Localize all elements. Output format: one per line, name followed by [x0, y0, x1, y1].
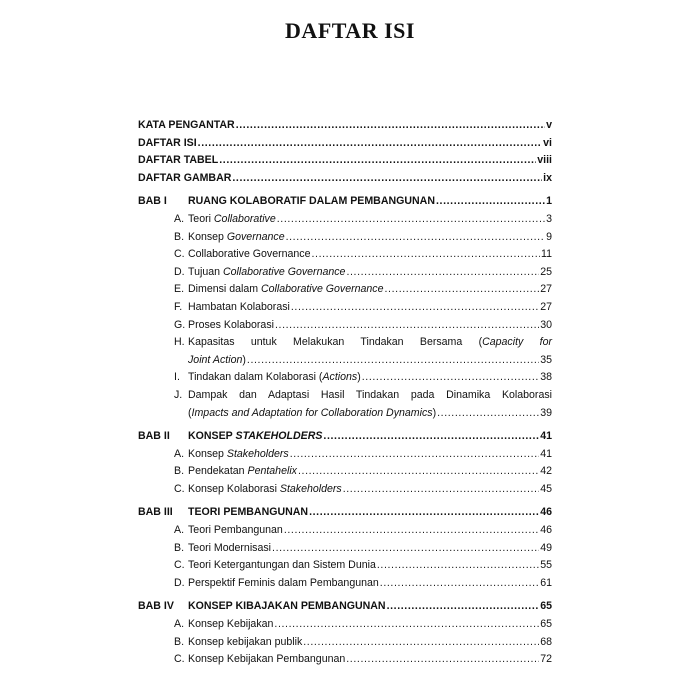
toc-entry[interactable]	[138, 522, 552, 540]
chapter-title: RUANG KOLABORATIF DALAM PEMBANGUNAN	[188, 195, 435, 208]
entry-letter: B.	[174, 541, 185, 554]
toc-entry-daftar-tabel[interactable]	[138, 152, 552, 170]
entry-text: Proses Kolaborasi	[188, 318, 274, 331]
entry-text-italic: Joint Action	[188, 353, 243, 366]
entry-text-italic: Pentahelix	[247, 465, 297, 478]
toc-entry-daftar-gambar[interactable]	[138, 170, 552, 188]
entry-letter: C.	[174, 653, 185, 666]
table-of-contents	[138, 117, 552, 669]
toc-entry-label: DAFTAR GAMBAR	[138, 171, 232, 184]
entry-text: Tujuan	[188, 265, 223, 278]
entry-text: Konsep Kebijakan	[188, 618, 274, 631]
toc-entry[interactable]	[138, 317, 552, 335]
entry-page: 55	[540, 559, 552, 572]
chapter-number: BAB II	[138, 430, 170, 443]
entry-page: 65	[540, 618, 552, 631]
chapter-title-italic: STAKEHOLDERS	[235, 430, 323, 443]
toc-entry[interactable]	[138, 651, 552, 669]
toc-chapter-bab-3[interactable]	[138, 504, 552, 522]
entry-text: )	[242, 353, 246, 366]
entry-text: Kapasitas untuk Melakukan Tindakan Bersama (	[188, 336, 483, 349]
entry-text: Pendekatan	[188, 465, 248, 478]
entry-text: Perspektif Feminis dalam Pembangunan	[188, 576, 379, 589]
entry-text-italic: Collaborative	[213, 212, 276, 225]
toc-entry-page: viii	[537, 154, 552, 167]
entry-text: Konsep Kebijakan Pembangunan	[188, 653, 346, 666]
chapter-page: 65	[540, 600, 552, 613]
entry-page: 68	[540, 635, 552, 648]
entry-page: 45	[540, 482, 552, 495]
toc-entry[interactable]	[138, 229, 552, 247]
toc-entry[interactable]	[138, 446, 552, 464]
entry-text: Collaborative Governance	[188, 248, 311, 261]
toc-entry[interactable]	[138, 634, 552, 652]
toc-chapter-bab-1[interactable]	[138, 193, 552, 211]
entry-text: Teori	[188, 212, 214, 225]
entry-letter: B.	[174, 230, 185, 243]
entry-letter: C.	[174, 559, 185, 572]
toc-entry-page: vi	[543, 136, 552, 149]
toc-entry-daftar-isi[interactable]	[138, 135, 552, 153]
toc-chapter-bab-2[interactable]	[138, 428, 552, 446]
toc-entry[interactable]	[138, 211, 552, 229]
toc-entry[interactable]	[138, 246, 552, 264]
toc-entry[interactable]	[138, 481, 552, 499]
entry-page: 39	[540, 406, 552, 419]
entry-page: 49	[540, 541, 552, 554]
entry-text-italic: Capacity for	[482, 336, 552, 349]
entry-letter: H.	[174, 336, 185, 349]
entry-page: 25	[540, 265, 552, 278]
toc-entry[interactable]	[138, 281, 552, 299]
entry-page: 41	[540, 447, 552, 460]
entry-letter: D.	[174, 265, 185, 278]
toc-chapter-bab-4[interactable]	[138, 598, 552, 616]
entry-text-italic: Stakeholders	[226, 447, 289, 460]
entry-page: 27	[540, 300, 552, 313]
entry-page: 38	[540, 371, 552, 384]
entry-letter: A.	[174, 524, 185, 537]
entry-page: 35	[540, 353, 552, 366]
entry-letter: C.	[174, 248, 185, 261]
entry-text: Konsep	[188, 230, 227, 243]
toc-entry-label: DAFTAR TABEL	[138, 154, 219, 167]
entry-text: )	[357, 371, 361, 384]
chapter-number: BAB IV	[138, 600, 174, 613]
chapter-page: 41	[540, 430, 552, 443]
toc-entry-bab1-j[interactable]	[138, 387, 552, 405]
entry-letter: C.	[174, 482, 185, 495]
page-title: DAFTAR ISI	[285, 18, 415, 43]
chapter-page: 1	[546, 195, 552, 208]
entry-page: 3	[546, 212, 552, 225]
entry-text-italic: Impacts and Adaptation for Collaboration Dynamics	[191, 406, 433, 419]
toc-entry[interactable]	[138, 463, 552, 481]
entry-text-italic: Collaborative Governance	[222, 265, 346, 278]
toc-entry[interactable]	[138, 540, 552, 558]
entry-page: 9	[546, 230, 552, 243]
toc-entry[interactable]	[138, 575, 552, 593]
entry-letter: B.	[174, 635, 185, 648]
chapter-number: BAB I	[138, 195, 167, 208]
entry-letter: B.	[174, 465, 185, 478]
entry-letter: J.	[174, 388, 183, 401]
entry-letter: E.	[174, 283, 185, 296]
entry-page: 42	[540, 465, 552, 478]
entry-text: Hambatan Kolaborasi	[188, 300, 290, 313]
chapter-title: KONSEP	[188, 430, 236, 443]
toc-entry-page: ix	[543, 171, 552, 184]
entry-letter: A.	[174, 212, 185, 225]
entry-letter: D.	[174, 576, 185, 589]
entry-text-italic: Governance	[226, 230, 285, 243]
entry-page: 11	[541, 248, 552, 261]
entry-text: Konsep Kolaborasi	[188, 482, 280, 495]
entry-page: 72	[540, 653, 552, 666]
entry-page: 46	[540, 524, 552, 537]
entry-text: Konsep kebijakan publik	[188, 635, 303, 648]
entry-page: 27	[540, 283, 552, 296]
entry-text: Konsep	[188, 447, 227, 460]
toc-entry[interactable]	[138, 616, 552, 634]
entry-text-italic: Stakeholders	[279, 482, 342, 495]
toc-entry-label: KATA PENGANTAR	[138, 119, 235, 131]
entry-letter: A.	[174, 447, 185, 460]
entry-text: Dimensi dalam	[188, 283, 262, 296]
toc-entry-bab1-i[interactable]	[138, 369, 552, 387]
toc-entry[interactable]	[138, 557, 552, 575]
toc-entry[interactable]	[138, 299, 552, 317]
toc-entry-bab1-h-cont[interactable]	[138, 352, 552, 370]
chapter-number: BAB III	[138, 506, 173, 519]
entry-letter: I.	[174, 371, 180, 384]
entry-text: Teori Pembangunan	[188, 524, 283, 537]
toc-entry-kata-pengantar[interactable]	[138, 117, 552, 135]
entry-letter: A.	[174, 618, 185, 631]
entry-text: Teori Modernisasi	[188, 541, 272, 554]
entry-letter: G.	[174, 318, 186, 331]
entry-text: )	[432, 406, 437, 419]
chapter-title: KONSEP KIBAJAKAN PEMBANGUNAN	[188, 600, 386, 613]
entry-text: Dampak dan Adaptasi Hasil Tindakan pada Dinamika Kolaborasi	[188, 388, 552, 401]
entry-text: Tindakan dalam Kolaborasi (	[188, 371, 323, 384]
entry-text-italic: Actions	[322, 371, 358, 384]
entry-letter: F.	[174, 300, 183, 313]
entry-text-italic: Collaborative Governance	[261, 283, 384, 296]
chapter-page: 46	[540, 506, 552, 519]
toc-entry-bab1-h[interactable]	[138, 334, 552, 352]
entry-text: (	[188, 406, 192, 419]
entry-page: 61	[540, 576, 552, 589]
toc-entry-bab1-j-cont[interactable]	[138, 405, 552, 423]
toc-entry[interactable]	[138, 264, 552, 282]
toc-entry-page: v	[546, 119, 552, 131]
chapter-title: TEORI PEMBANGUNAN	[188, 506, 309, 519]
toc-entry-label: DAFTAR ISI	[138, 136, 197, 149]
entry-page: 30	[540, 318, 552, 331]
entry-text: Teori Ketergantungan dan Sistem Dunia	[188, 559, 376, 572]
